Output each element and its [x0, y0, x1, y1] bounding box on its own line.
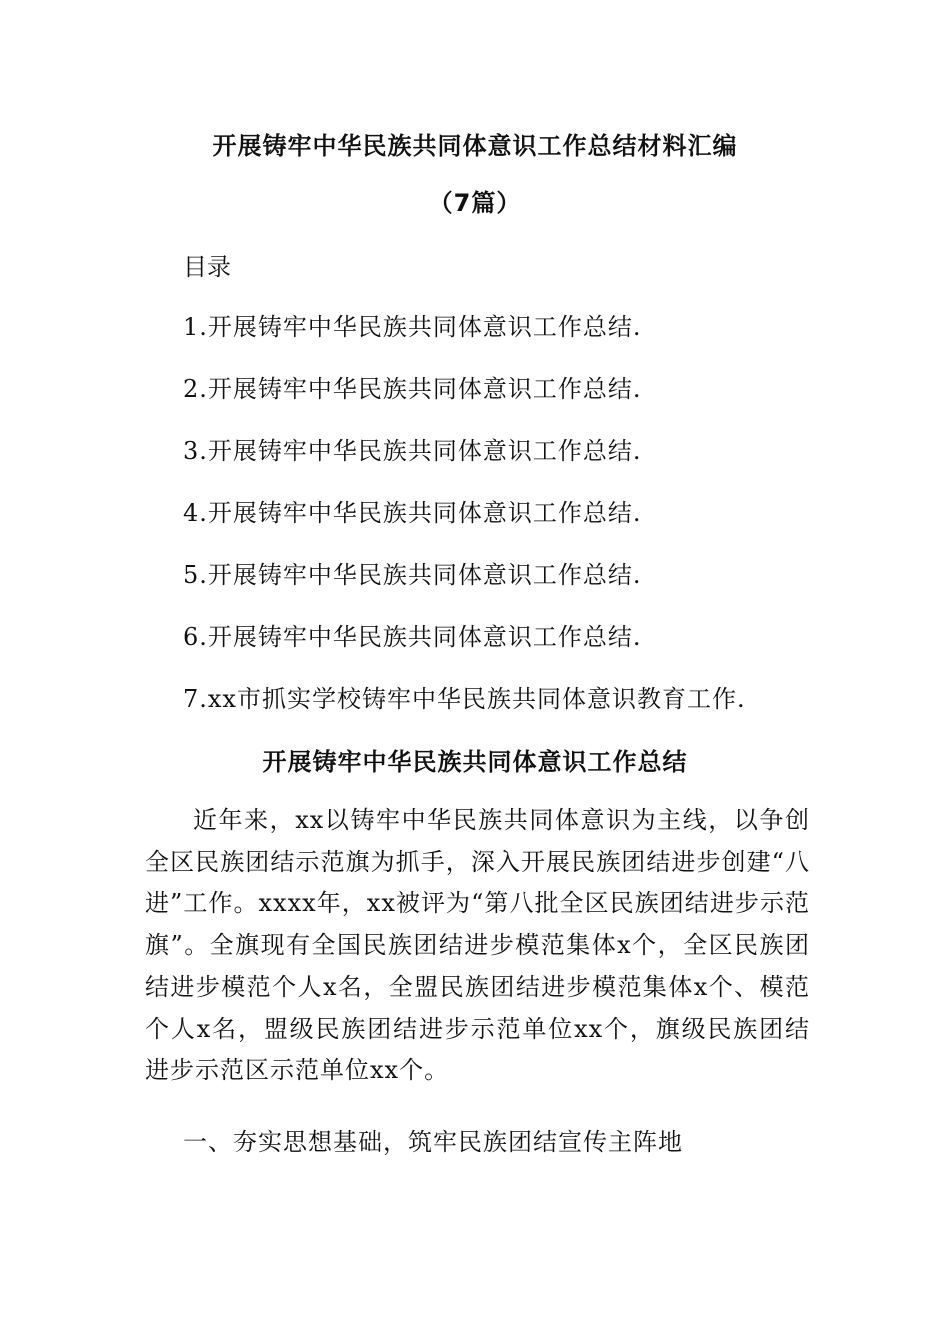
- toc-item[interactable]: 6.开展铸牢中华民族共同体意识工作总结.: [183, 623, 642, 651]
- toc-heading: 目录: [183, 253, 231, 281]
- document-subtitle: （7篇）: [428, 189, 522, 217]
- document-title: 开展铸牢中华民族共同体意识工作总结材料汇编: [212, 132, 738, 160]
- toc-item[interactable]: 4.开展铸牢中华民族共同体意识工作总结.: [183, 499, 642, 527]
- subsection-heading: 一、夯实思想基础，筑牢民族团结宣传主阵地: [183, 1128, 683, 1156]
- toc-item[interactable]: 2.开展铸牢中华民族共同体意识工作总结.: [183, 375, 642, 403]
- toc-item[interactable]: 1.开展铸牢中华民族共同体意识工作总结.: [183, 313, 642, 341]
- toc-item[interactable]: 5.开展铸牢中华民族共同体意识工作总结.: [183, 561, 642, 589]
- section-title: 开展铸牢中华民族共同体意识工作总结: [262, 748, 688, 776]
- toc-item[interactable]: 3.开展铸牢中华民族共同体意识工作总结.: [183, 437, 642, 465]
- body-paragraph: 近年来，xx以铸牢中华民族共同体意识为主线，以争创全区民族团结示范旗为抓手，深入开展民族团结进步创建“八进”工作。xxxx年，xx被评为“第八批全区民族团结进步示范旗”。全旗现有全国民族团结进步模范集体x个，全区民族团结进步模范个人x名，全盟民族团结进步模范集体x个、模范个人x名，盟级民族团结进步示范单位xx个，旗级民族团结进步示范区示范单位xx个。: [145, 806, 810, 1085]
- table-of-contents: [183, 310, 746, 744]
- toc-item[interactable]: 7.xx市抓实学校铸牢中华民族共同体意识教育工作.: [183, 685, 746, 713]
